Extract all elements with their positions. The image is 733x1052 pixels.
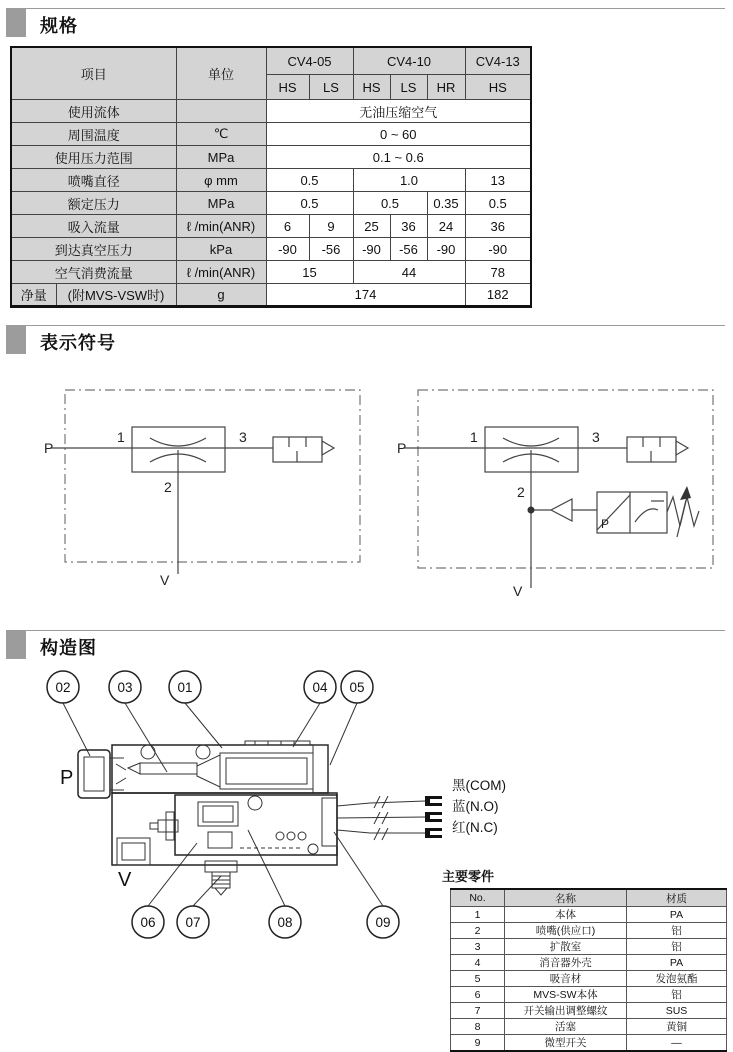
spec-item: 到达真空压力 [11, 238, 176, 261]
parts-material: PA [627, 907, 727, 923]
parts-no: 4 [451, 955, 505, 971]
spec-value: 0.35 [427, 192, 465, 215]
adjusting-screw [205, 861, 237, 895]
parts-row [451, 955, 727, 971]
parts-name: 消音器外壳 [505, 955, 627, 971]
spec-row [11, 100, 531, 123]
parts-row [451, 1019, 727, 1035]
parts-row [451, 923, 727, 939]
spec-value: 36 [390, 215, 427, 238]
spec-unit: ℓ /min(ANR) [176, 215, 266, 238]
parts-header-no: No. [451, 889, 505, 907]
spec-header-model-cv4-13: CV4-13 [465, 47, 531, 75]
svg-text:08: 08 [277, 915, 293, 930]
spec-item: 额定压力 [11, 192, 176, 215]
spec-unit: kPa [176, 238, 266, 261]
svg-text:01: 01 [177, 680, 193, 695]
balloon-06 [132, 906, 164, 938]
spec-subheader: HR [427, 75, 465, 100]
spec-value: 无油压缩空气 [266, 100, 531, 123]
wire-label-red: 红(N.C) [452, 820, 498, 835]
balloon-09 [367, 906, 399, 938]
spec-header-unit: 单位 [176, 47, 266, 100]
wire-label-black: 黑(COM) [452, 778, 506, 793]
spec-value: -90 [427, 238, 465, 261]
port-label-3: 3 [239, 429, 247, 445]
spec-header-model-cv4-05: CV4-05 [266, 47, 353, 75]
spec-value: 15 [266, 261, 353, 284]
spec-unit: φ mm [176, 169, 266, 192]
balloon-04 [304, 671, 336, 703]
parts-name: MVS-SW本体 [505, 987, 627, 1003]
parts-row [451, 1003, 727, 1019]
spec-unit: MPa [176, 146, 266, 169]
spec-item: 空气消费流量 [11, 261, 176, 284]
spec-value: 182 [465, 284, 531, 307]
port-label-1: 1 [117, 429, 125, 445]
spec-item: 周围温度 [11, 123, 176, 146]
parts-row [451, 987, 727, 1003]
svg-text:03: 03 [117, 680, 133, 695]
section-title-symbols: 表示符号 [40, 333, 116, 353]
balloon-01 [169, 671, 201, 703]
port-label-v: V [513, 583, 523, 599]
section-header-symbols [6, 325, 725, 355]
balloon-05 [341, 671, 373, 703]
spec-row [11, 261, 531, 284]
port-v-label: V [118, 869, 132, 891]
parts-material: — [627, 1035, 727, 1052]
spec-value: -90 [353, 238, 390, 261]
svg-text:05: 05 [349, 680, 365, 695]
spec-subheader: HS [266, 75, 309, 100]
balloon-07 [177, 906, 209, 938]
spec-value: -56 [390, 238, 427, 261]
parts-no: 1 [451, 907, 505, 923]
spec-value: 0.5 [266, 192, 353, 215]
spec-value: 36 [465, 215, 531, 238]
supply-port-plug [78, 750, 126, 798]
spec-row [11, 238, 531, 261]
parts-no: 7 [451, 1003, 505, 1019]
diffuser [197, 755, 220, 787]
parts-no: 3 [451, 939, 505, 955]
spec-value: 9 [309, 215, 353, 238]
spec-row [11, 215, 531, 238]
section-marker-icon [6, 9, 26, 37]
wire-label-list [452, 775, 506, 838]
parts-header-material: 材质 [627, 889, 727, 907]
section-header-specs [6, 8, 725, 38]
spec-value: 24 [427, 215, 465, 238]
spec-value: -56 [309, 238, 353, 261]
balloon-02 [47, 671, 79, 703]
svg-text:09: 09 [375, 915, 391, 930]
svg-text:06: 06 [140, 915, 156, 930]
parts-material: 铝 [627, 939, 727, 955]
parts-row [451, 971, 727, 987]
parts-material: SUS [627, 1003, 727, 1019]
spec-value: 0 ~ 60 [266, 123, 531, 146]
parts-material: 铝 [627, 987, 727, 1003]
svg-text:02: 02 [55, 680, 71, 695]
section-title-construction: 构造图 [40, 638, 97, 658]
spec-value: 25 [353, 215, 390, 238]
spec-value: 6 [266, 215, 309, 238]
spec-item: 使用压力范围 [11, 146, 176, 169]
section-marker-icon [6, 326, 26, 354]
spec-item-sub: (附MVS-VSW时) [56, 284, 176, 307]
spec-header-row-1 [11, 47, 531, 75]
parts-name: 本体 [505, 907, 627, 923]
screw-hole [196, 745, 210, 759]
balloon-08 [269, 906, 301, 938]
spec-header-model-cv4-10: CV4-10 [353, 47, 465, 75]
spec-item: 喷嘴直径 [11, 169, 176, 192]
nozzle [140, 763, 197, 774]
spec-row [11, 123, 531, 146]
port-label-p: P [44, 440, 54, 456]
parts-name: 微型开关 [505, 1035, 627, 1052]
parts-material: 发泡氨酯 [627, 971, 727, 987]
section-title-specs: 规格 [40, 16, 78, 36]
parts-no: 2 [451, 923, 505, 939]
spec-unit: MPa [176, 192, 266, 215]
spec-row [11, 146, 531, 169]
parts-name: 活塞 [505, 1019, 627, 1035]
silencer-symbol [273, 437, 334, 462]
parts-material: 铝 [627, 923, 727, 939]
parts-name: 扩散室 [505, 939, 627, 955]
spec-value: 0.5 [266, 169, 353, 192]
spec-subheader: LS [390, 75, 427, 100]
symbol-diagram-basic [44, 390, 360, 588]
port-label-p: P [397, 440, 407, 456]
parts-material: 黄铜 [627, 1019, 727, 1035]
parts-row [451, 939, 727, 955]
silencer-symbol [627, 437, 688, 462]
port-label-2: 2 [164, 479, 172, 495]
parts-material: PA [627, 955, 727, 971]
parts-table [450, 888, 727, 1052]
parts-name: 开关输出调整螺纹 [505, 1003, 627, 1019]
port-label-2: 2 [517, 484, 525, 500]
port-label-v: V [160, 572, 170, 588]
spec-value: -90 [266, 238, 309, 261]
spec-value: 78 [465, 261, 531, 284]
adjust-arrow-icon [680, 486, 691, 500]
wire-terminals [425, 796, 442, 838]
port-p-label: P [60, 767, 74, 789]
spec-value: 0.1 ~ 0.6 [266, 146, 531, 169]
parts-no: 6 [451, 987, 505, 1003]
spec-unit: g [176, 284, 266, 307]
parts-no: 5 [451, 971, 505, 987]
spec-subheader: HS [353, 75, 390, 100]
spec-value: -90 [465, 238, 531, 261]
spec-table [10, 46, 532, 308]
spec-value: 174 [266, 284, 465, 307]
port-label-1: 1 [470, 429, 478, 445]
parts-name: 喷嘴(供应口) [505, 923, 627, 939]
spec-unit [176, 100, 266, 123]
spec-item: 使用流体 [11, 100, 176, 123]
switch-unit-body [112, 793, 337, 865]
balloon-03 [109, 671, 141, 703]
switch-pressure-label: P [601, 517, 610, 531]
vacuum-switch-symbol [528, 486, 700, 537]
parts-no: 9 [451, 1035, 505, 1052]
parts-header-name: 名称 [505, 889, 627, 907]
spec-item: 吸入流量 [11, 215, 176, 238]
ejector-body [112, 741, 328, 793]
spec-subheader: HS [465, 75, 531, 100]
spec-value: 0.5 [465, 192, 531, 215]
spec-row [11, 169, 531, 192]
spec-item: 净量 [11, 284, 56, 307]
spec-row [11, 192, 531, 215]
svg-text:04: 04 [312, 680, 328, 695]
symbol-diagrams [0, 360, 733, 610]
parts-name: 吸音材 [505, 971, 627, 987]
parts-row [451, 907, 727, 923]
symbol-diagram-with-switch [397, 390, 713, 599]
spec-unit: ℓ /min(ANR) [176, 261, 266, 284]
spec-value: 0.5 [353, 192, 427, 215]
spec-subheader: LS [309, 75, 353, 100]
parts-no: 8 [451, 1019, 505, 1035]
parts-list-title: 主要零件 [442, 869, 495, 884]
parts-row [451, 1035, 727, 1052]
spec-value: 1.0 [353, 169, 465, 192]
lead-wires [337, 796, 442, 840]
parts-header-row [451, 889, 727, 907]
screw-hole [141, 745, 155, 759]
wire-label-blue: 蓝(N.O) [452, 799, 499, 814]
svg-text:07: 07 [185, 915, 201, 930]
spec-value: 44 [353, 261, 465, 284]
spec-header-item: 项目 [11, 47, 176, 100]
port-label-3: 3 [592, 429, 600, 445]
spec-value: 13 [465, 169, 531, 192]
spec-row [11, 284, 531, 307]
spec-unit: ℃ [176, 123, 266, 146]
